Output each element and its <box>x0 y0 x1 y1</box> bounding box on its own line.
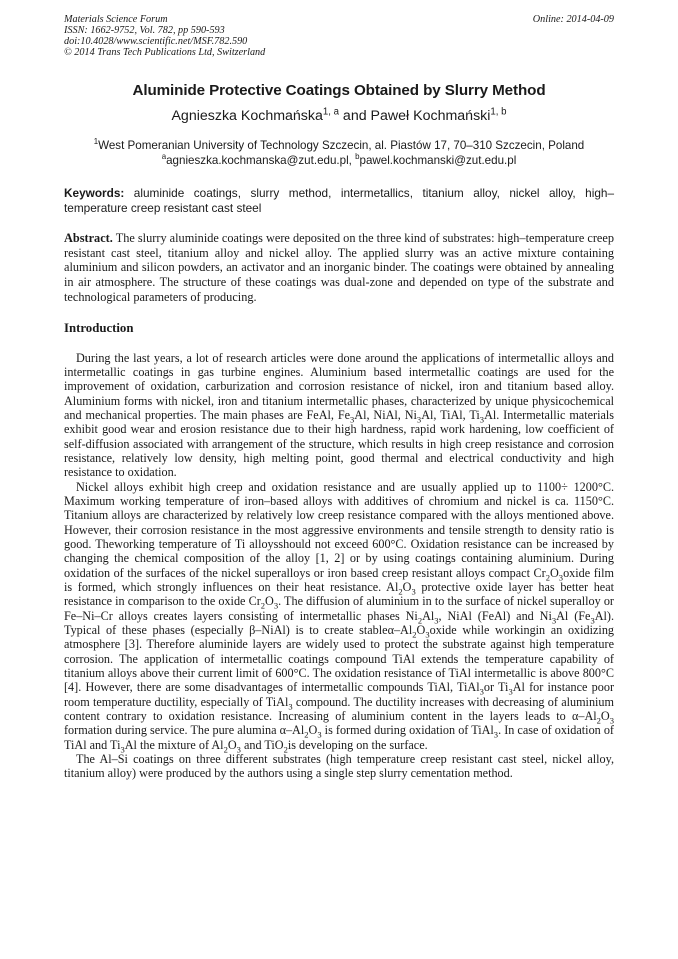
keywords-text: aluminide coatings, slurry method, intermetallics, titanium alloy, nickel alloy, high–temperature creep resistant cast steel <box>64 186 614 215</box>
doi-line: doi:10.4028/www.scientific.net/MSF.782.590 <box>64 36 248 47</box>
keywords <box>64 186 614 215</box>
p2-text: O <box>600 709 610 724</box>
p2-text: O <box>265 594 274 609</box>
introduction-body <box>64 351 614 781</box>
p2-sub: 3 <box>273 600 279 611</box>
p2-text: Al for instance poor room temperature ductility, especially of TiAl <box>64 680 614 709</box>
p2-text: or Ti <box>483 680 509 695</box>
abstract-label: Abstract. <box>64 231 113 245</box>
p2-sub: 2 <box>260 600 266 611</box>
paper-page <box>64 14 614 781</box>
p2-sub: 3 <box>434 615 439 626</box>
author-conjunction: and <box>338 108 371 124</box>
author-2: Paweł Kochmański <box>370 108 491 124</box>
p2-text: Al (Fe <box>556 608 591 623</box>
affiliation-number: 1 <box>93 137 99 147</box>
p2-sub: 2 <box>223 744 228 755</box>
p1-sub: 3 <box>350 414 355 425</box>
p1-sub: 3 <box>479 414 485 425</box>
section-heading-introduction: Introduction <box>64 320 134 335</box>
p2-sub: 2 <box>283 744 288 755</box>
p1-text: Al, NiAl, Ni <box>354 407 417 422</box>
p2-text: oxide film is formed, which strongly influences on their heat resistance. Al <box>64 565 615 595</box>
p2-sub: 3 <box>411 586 416 597</box>
p1-text: Al, TiAl, Ti <box>421 407 480 422</box>
p2-text: oxide while workingin an oxidizing atmosphere [3]. Therefore aluminide layers are widely used to protect the substrate against high temperature corrosion. The application of intermetallic coatings compound TiAl extends the temperature capability of titanium alloys above their current limit of 600°C. The oxidation resistance of TiAl intermetallic is above 800°C [4]. However, there are some disadvantages of intermetallic compounds TiAl, TiAl <box>64 623 615 695</box>
copyright-line: © 2014 Trans Tech Publications Ltd, Switzerland <box>64 47 266 58</box>
p2-sub: 3 <box>551 615 557 626</box>
p2-sub: 3 <box>425 629 430 640</box>
p2-text: O <box>227 737 237 752</box>
paragraph-3: The Al–Si coatings on three different substrates (high temperature creep resistant cast steel, nickel alloy, titanium alloy) were produced by the authors using a single step slurry cementation method. <box>64 752 614 781</box>
email-b-mark: b <box>355 151 360 161</box>
p2-text: . In case of oxidation of TiAl and Ti <box>64 723 614 752</box>
p1-text: Al. Intermetallic materials exhibit good wear and erosion resistance due to their high hardness, rapid work hardening, low coefficient of self-diffusion associated with arrangement of the structure, which results in high creep resistance and corrosion resistance, relatively low density, high melting point, good thermal and electrical conductivity and high resistance to oxidation. <box>64 407 614 480</box>
p2-text: and TiO <box>240 737 284 752</box>
p2-sub: 2 <box>412 629 417 640</box>
p2-sub: 2 <box>398 586 403 597</box>
p2-sub: 2 <box>417 615 423 626</box>
p2-text: O <box>308 723 318 738</box>
paragraph-1 <box>64 351 614 480</box>
p2-sub: 3 <box>508 686 513 697</box>
keywords-label: Keywords: <box>64 186 125 200</box>
p2-sub: 3 <box>317 729 322 740</box>
affiliation-emails <box>64 151 614 169</box>
p2-text: O <box>402 580 412 595</box>
affiliation-text: West Pomeranian University of Technology Szczecin, al. Piastów 17, 70–310 Szczecin, Poland <box>98 139 585 152</box>
running-header <box>64 14 614 58</box>
journal-name: Materials Science Forum <box>64 14 168 25</box>
p2-sub: 3 <box>590 615 595 626</box>
p2-text: O <box>549 565 559 580</box>
p2-text: . The diffusion of aluminium in to the surface of nickel superalloy or Fe–Ni–Cr alloys creates layers consisting of intermetallic phases Ni <box>64 594 614 623</box>
p1-text: During the last years, a lot of research articles were done around the applications of intermetallic alloys and intermetallic coatings in gas turbine engines. Aluminium based intermetallic coatings are used for the improvement of oxidation, carburization and corrosion resistance of nickel, iron and titanium based alloy. Aluminium forms with nickel, iron and titanium intermetallic phases, characterized by unique physicochemical and mechanical properties. The main phases are FeAl, Fe <box>64 350 614 422</box>
affiliation-address <box>64 139 614 154</box>
p2-sub: 2 <box>545 572 550 583</box>
p2-text: O <box>416 623 426 638</box>
p2-sub: 3 <box>120 744 125 755</box>
p2-text: protective oxide layer has better heat resistance in comparison to the oxide Cr <box>64 580 614 609</box>
p2-text: formation during service. The pure alumina α–Al <box>64 723 305 738</box>
affiliation <box>64 139 614 168</box>
author-line <box>64 108 614 124</box>
abstract-text: The slurry aluminide coatings were deposited on the three kind of substrates: high–temperature creep resistant cast steel, titanium alloy and nickel alloy. The applied slurry was an active mixture containing aluminium and silicon powders, an activator and an inorganic binder. The coatings were obtained by annealing in air atmosphere. The structure of these coatings was dual-zone and depended on type of the substrate and technological parameters of producing. <box>64 231 614 304</box>
p2-sub: 3 <box>493 729 499 740</box>
p2-text: Nickel alloys exhibit high creep and oxidation resistance and are usually applied up to 1100÷ 1200°C. Maximum working temperature of iron–based alloys with additives of chromium and nickel is ca. 1150°C. Titanium alloys are characterized by relatively low creep resistance compared with the alloys mentioned above. However, their corrosion resistance in the most aggressive environments and tensile strength to density ratio is good. Theworking temperature of Ti alloysshould not exceed 600°C. Oxidation resistance can be increased by changing the chemical composition of the alloy [1, 2] or by using coatings containing aluminium. During oxidation of the surfaces of the nickel superalloys or iron based creep resistant alloys compact Cr <box>64 479 614 580</box>
abstract <box>64 231 614 305</box>
p2-text: Al the mixture of Al <box>124 737 224 752</box>
p2-sub: 3 <box>288 701 293 712</box>
email-a-mark: a <box>161 151 167 161</box>
paper-title: Aluminide Protective Coatings Obtained by Slurry Method <box>132 82 546 99</box>
p2-sub: 3 <box>609 715 614 726</box>
p2-sub: 2 <box>596 715 601 726</box>
p1-sub: 3 <box>416 414 422 425</box>
author-1-affil: 1, a <box>322 106 339 118</box>
p2-sub: 3 <box>236 744 241 755</box>
p2-text: compound. The ductility increases with decreasing of aluminium content contrary to oxidation resistance. Increasing of aluminium content in the layers leads to α–Al <box>64 694 614 724</box>
p2-text: Al). Typical of these phases (especially β–NiAl) is to create stableα–Al <box>64 608 615 638</box>
email-a[interactable]: agnieszka.kochmanska@zut.edu.pl, <box>166 153 356 167</box>
online-date: Online: 2014-04-09 <box>532 14 614 25</box>
author-1: Agnieszka Kochmańska <box>171 108 323 124</box>
p2-text: , NiAl (FeAl) and Ni <box>438 608 552 623</box>
p2-text: Al <box>422 608 435 623</box>
p2-sub: 2 <box>304 729 309 740</box>
p2-text: is formed during oxidation of TiAl <box>321 723 494 738</box>
issn-line: ISSN: 1662-9752, Vol. 782, pp 590-593 <box>64 25 225 36</box>
email-b[interactable]: pawel.kochmanski@zut.edu.pl <box>359 153 517 167</box>
p2-sub: 3 <box>479 686 484 697</box>
p2-text: is developing on the surface. <box>287 737 428 752</box>
paragraph-2 <box>64 480 614 753</box>
p2-sub: 3 <box>558 572 564 583</box>
author-2-affil: 1, b <box>490 106 507 118</box>
